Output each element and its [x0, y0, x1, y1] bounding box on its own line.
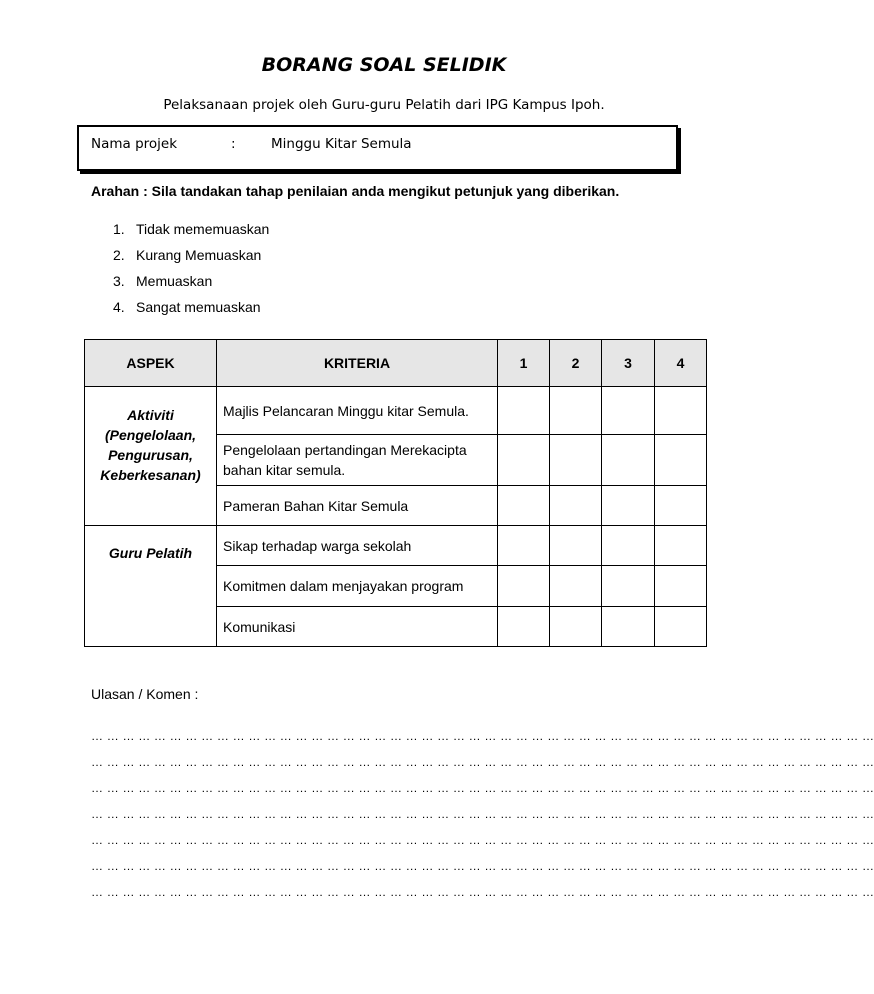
header-rating-3: 3 — [602, 340, 655, 387]
comment-dotted-line[interactable]: … … … … … … … … … … … … … … … … … … … … … … … … … … … … … … … … … … … … … … … … … … … … … … … … … … — [91, 885, 874, 899]
rating-box[interactable] — [602, 607, 655, 647]
comment-label: Ulasan / Komen : — [91, 686, 199, 702]
rating-box[interactable] — [602, 435, 655, 486]
project-name-value: Minggu Kitar Semula — [271, 136, 412, 152]
rating-scale-item: 1. Tidak mememuaskan — [113, 221, 270, 237]
rating-scale-list — [113, 219, 269, 323]
table-row — [85, 387, 707, 435]
comment-dotted-line[interactable]: … … … … … … … … … … … … … … … … … … … … … … … … … … … … … … … … … … … … … … … … … … … … … … … … … … — [91, 833, 874, 847]
rating-box[interactable] — [655, 435, 707, 486]
rating-box[interactable] — [550, 607, 602, 647]
criteria-cell: Majlis Pelancaran Minggu kitar Semula. — [217, 387, 498, 435]
header-rating-4: 4 — [655, 340, 707, 387]
rating-box[interactable] — [498, 526, 550, 566]
rating-box[interactable] — [602, 387, 655, 435]
comment-dotted-line[interactable]: … … … … … … … … … … … … … … … … … … … … … … … … … … … … … … … … … … … … … … … … … … … … … … … … … … — [91, 729, 874, 743]
rating-scale-item: 3. Memuaskan — [113, 273, 213, 289]
project-name-colon: : — [231, 136, 236, 152]
rating-box[interactable] — [498, 435, 550, 486]
comment-dotted-line[interactable]: … … … … … … … … … … … … … … … … … … … … … … … … … … … … … … … … … … … … … … … … … … … … … … … … … … — [91, 807, 874, 821]
header-kriteria: KRITERIA — [217, 340, 498, 387]
comment-dotted-line[interactable]: … … … … … … … … … … … … … … … … … … … … … … … … … … … … … … … … … … … … … … … … … … … … … … … … … … — [91, 859, 874, 873]
aspek-guru-pelatih: Guru Pelatih — [85, 526, 217, 647]
rating-box[interactable] — [655, 387, 707, 435]
project-name-label: Nama projek — [91, 136, 178, 152]
form-subtitle: Pelaksanaan projek oleh Guru-guru Pelatih dari IPG Kampus Ipoh. — [163, 97, 605, 113]
table-row — [85, 526, 707, 566]
rating-box[interactable] — [550, 566, 602, 607]
rating-box[interactable] — [550, 435, 602, 486]
criteria-cell: Komitmen dalam menjayakan program — [217, 566, 498, 607]
evaluation-table — [84, 339, 707, 647]
rating-box[interactable] — [498, 566, 550, 607]
rating-box[interactable] — [550, 486, 602, 526]
header-aspek: ASPEK — [85, 340, 217, 387]
form-title: BORANG SOAL SELIDIK — [261, 54, 507, 76]
rating-box[interactable] — [498, 486, 550, 526]
rating-scale-item: 4. Sangat memuaskan — [113, 299, 261, 315]
comment-dotted-line[interactable]: … … … … … … … … … … … … … … … … … … … … … … … … … … … … … … … … … … … … … … … … … … … … … … … … … … — [91, 755, 874, 769]
comment-dotted-line[interactable]: … … … … … … … … … … … … … … … … … … … … … … … … … … … … … … … … … … … … … … … … … … … … … … … … … … — [91, 781, 874, 795]
rating-box[interactable] — [498, 387, 550, 435]
aspek-aktiviti: Aktiviti (Pengelolaan, Pengurusan, Keberkesanan) — [85, 387, 217, 526]
criteria-cell: Pameran Bahan Kitar Semula — [217, 486, 498, 526]
project-name-box — [77, 125, 678, 171]
rating-box[interactable] — [655, 486, 707, 526]
rating-box[interactable] — [498, 607, 550, 647]
header-rating-2: 2 — [550, 340, 602, 387]
rating-box[interactable] — [655, 526, 707, 566]
rating-box[interactable] — [602, 526, 655, 566]
rating-box[interactable] — [602, 566, 655, 607]
criteria-cell: Sikap terhadap warga sekolah — [217, 526, 498, 566]
rating-box[interactable] — [655, 607, 707, 647]
header-rating-1: 1 — [498, 340, 550, 387]
table-header-row — [85, 340, 707, 387]
rating-box[interactable] — [550, 526, 602, 566]
rating-box[interactable] — [602, 486, 655, 526]
rating-box[interactable] — [550, 387, 602, 435]
instruction-text: Arahan : Sila tandakan tahap penilaian anda mengikut petunjuk yang diberikan. — [91, 183, 620, 199]
criteria-cell: Pengelolaan pertandingan Merekacipta bahan kitar semula. — [217, 435, 498, 486]
criteria-cell: Komunikasi — [217, 607, 498, 647]
rating-box[interactable] — [655, 566, 707, 607]
rating-scale-item: 2. Kurang Memuaskan — [113, 247, 262, 263]
